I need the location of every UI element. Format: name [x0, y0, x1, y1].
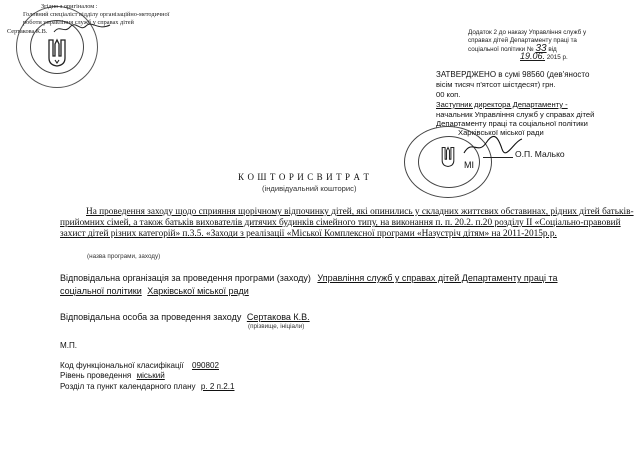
responsible-person-label: Відповідальна особа за проведення заходу	[60, 312, 242, 322]
approval-left-line3: роботи управління служб у справах дітей	[23, 18, 134, 26]
approval-left-line1: Згідно з оригіналом :	[41, 3, 98, 10]
approved-line1	[436, 70, 589, 80]
responsible-person-line	[60, 311, 331, 323]
approved-position2: начальник Управління служб у справах дітей	[436, 110, 595, 119]
approved-signer: О.П. Малько	[515, 149, 565, 159]
order-date: 19.06.	[520, 51, 546, 61]
level-value: міський	[136, 371, 165, 380]
responsible-org-name-part2: Харківської міської ради	[147, 286, 249, 296]
responsible-org-line2	[60, 285, 249, 297]
seal-place-mark: М.П.	[60, 341, 78, 350]
func-code-label: Код функціональної класифікації	[60, 361, 184, 370]
section-line	[60, 382, 234, 392]
approved-label: ЗАТВЕРДЖЕНО	[436, 70, 497, 79]
document-subtitle: (індивідуальний кошторис)	[262, 184, 357, 193]
approved-amount-line3: 00 коп.	[436, 90, 461, 99]
document-title: К О Ш Т О Р И С В И Т Р А Т	[238, 172, 370, 182]
appendix-line1: Додаток 2 до наказу Управління служб у	[468, 29, 587, 36]
responsible-org-label: Відповідальна організація за проведення програми (заходу)	[60, 273, 311, 283]
level-line	[60, 371, 165, 381]
purpose-text	[60, 207, 635, 241]
trident-icon	[440, 146, 456, 168]
appendix-line3-suffix: від	[548, 46, 557, 53]
approved-position1: Заступник директора Департаменту -	[436, 100, 568, 109]
signature-left	[52, 22, 112, 36]
func-code-line	[60, 361, 219, 371]
responsible-org-name-part1: соціальної політики	[60, 286, 142, 296]
approved-position4: Харківської міської ради	[458, 128, 544, 137]
order-year: 2015 р.	[546, 54, 568, 61]
approval-left-line2: Головний спеціаліст відділу організаційно-методичної	[23, 11, 170, 18]
responsible-person-caption: (прізвище, ініціали)	[248, 323, 305, 330]
approved-amount-line1: в сумі 98560 (дев'яносто	[498, 70, 590, 79]
responsible-person-name: Сертакова К.В.	[246, 312, 310, 322]
level-label: Рівень проведення	[60, 371, 132, 380]
order-number: 33	[535, 43, 547, 54]
approved-position3: Департаменту праці та соціальної політики	[436, 119, 588, 128]
appendix-line2: справах дітей Департаменту праці та	[468, 37, 577, 44]
section-value: р. 2 п.2.1	[200, 382, 235, 391]
func-code-value: 090802	[191, 361, 219, 370]
appendix-line3-prefix: соціальної політики №	[468, 46, 534, 53]
responsible-org-line1	[60, 272, 558, 284]
stamp-center-text: МІ	[464, 160, 474, 170]
appendix-line4	[520, 53, 568, 61]
signature-line	[483, 157, 513, 158]
trident-icon	[46, 38, 68, 68]
responsible-org-name-line1: Управління служб у справах дітей Департаменту праці та	[317, 273, 558, 283]
approval-left-line4: Сертакова К.В.	[7, 28, 48, 35]
purpose-caption: (назва програми, заходу)	[87, 253, 161, 260]
section-label: Розділ та пункт календарного плану	[60, 382, 196, 391]
purpose-text-content: На проведення заходу щодо сприяння щорічному відпочинку дітей, які опинились у складних життєвих обставинах, рідних дітей батьків-прийомних сімей, а також батьків вихователів дитячих будинків сімейного типу, на виконання п. п. 20.2. п.20 розділу ІІ «Соціально-правовий захист дітей різних категорій» п.3.5. «Заходи з реалізації «Міської Комплексної програми «Назустріч дітям» на 2011-2015р.р.	[60, 207, 634, 240]
approved-amount-line2: вісім тисяч п'ятсот шістдесят) грн.	[436, 80, 556, 89]
